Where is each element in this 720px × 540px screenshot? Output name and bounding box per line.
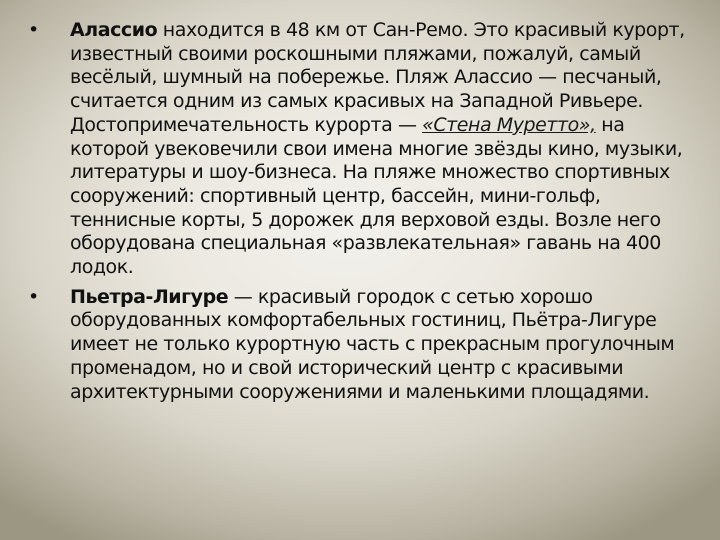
bullet-marker: • xyxy=(28,285,39,308)
bullet-pietra-ligure xyxy=(28,286,700,405)
alassio-text-part-1: находится в 48 км от Сан-Ремо. Это красивый курорт, известный своими роскошными пляжами, пожалуй, самый весёлый, шумный на побережье. Пляж Алассио — песчаный, считается одним из самых красивых на Западной Ривьере. Достопримечательность курорта — xyxy=(70,19,685,136)
alassio-text-part-2: на которой увековечили свои имена многие звёзды кино, музыки, литературы и шоу-бизнеса. На пляже множество спортивных сооружений: спортивный центр, бассейн, мини-гольф, теннисные корты, 5 дорожек для верховой езды. Возле него оборудована специальная «развлекательная» гавань на 400 лодок. xyxy=(70,113,683,279)
term-pietra-ligure: Пьетра-Лигуре xyxy=(70,285,229,308)
bullet-alassio xyxy=(28,19,700,280)
term-alassio: Алассио xyxy=(70,19,158,41)
slide-body xyxy=(28,19,700,410)
pietra-ligure-text: — красивый городок с сетью хорошо оборудованных комфортабельных гостиниц, Пьётра-Лигуре имеет не только курортную часть с прекрасным прогулочным променадом, но и свой исторический центр с красивыми архитектурными сооружениями и маленькими площадями. xyxy=(70,285,675,403)
bullet-marker: • xyxy=(28,19,39,41)
muretto-wall-link[interactable]: «Стена Муретто», xyxy=(422,113,596,136)
